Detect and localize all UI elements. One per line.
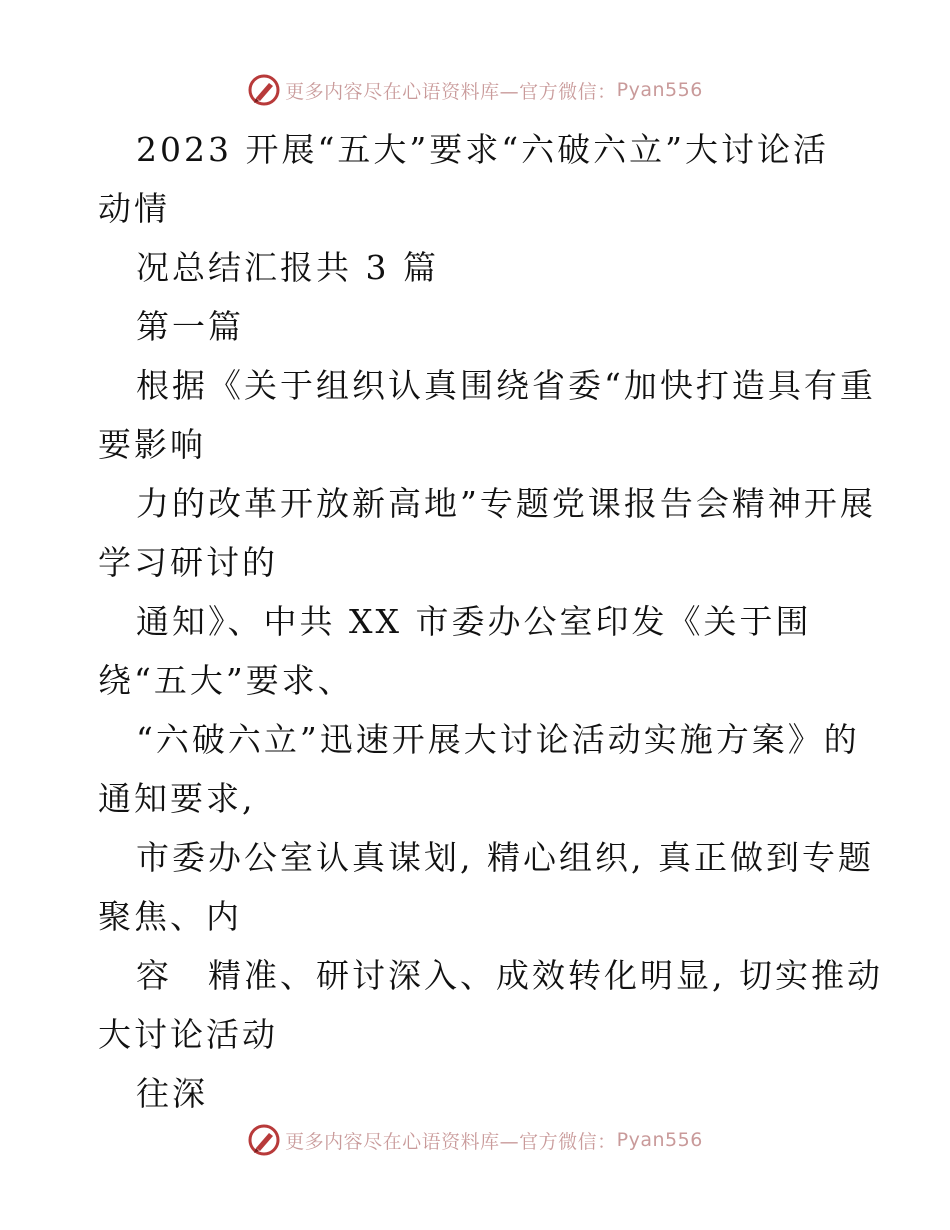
pen-logo-icon — [247, 73, 281, 107]
title-line: 2023 开展“五大”要求“六破六立”大讨论活 — [136, 130, 829, 169]
document-body — [98, 120, 883, 1123]
watermark-text: 更多内容尽在心语资料库—官方微信： — [285, 1130, 617, 1153]
paragraph-line: 力的改革开放新高地”专题党课报告会精神开展 — [136, 484, 876, 523]
title-line: 动情 — [98, 189, 170, 228]
paragraph-line: 要影响 — [98, 425, 206, 464]
footer-watermark — [0, 1120, 950, 1160]
paragraph-line: 聚焦、内 — [98, 897, 242, 936]
subtitle-line: 况总结汇报共 3 篇 — [136, 248, 439, 287]
paragraph-line: “六破六立”迅速开展大讨论活动实施方案》的 — [136, 720, 860, 759]
paragraph-line: 根据《关于组织认真围绕省委“加快打造具有重 — [136, 366, 876, 405]
watermark-wechat-id: Pyan556 — [616, 1129, 703, 1151]
watermark-wechat-id: Pyan556 — [616, 79, 703, 101]
paragraph-line: 容 精准、研讨深入、成效转化明显, 切实推动 — [136, 956, 883, 995]
paragraph-line: 通知要求, — [98, 779, 256, 818]
pen-logo-icon — [247, 1123, 281, 1157]
section-heading: 第一篇 — [136, 307, 244, 346]
watermark-text: 更多内容尽在心语资料库—官方微信： — [285, 80, 617, 103]
paragraph-line: 通知》、中共 XX 市委办公室印发《关于围 — [136, 602, 812, 641]
paragraph-line: 市委办公室认真谋划, 精心组织, 真正做到专题 — [136, 838, 874, 877]
header-watermark — [0, 70, 950, 110]
paragraph-line: 往深 — [136, 1074, 208, 1113]
paragraph-line: 绕“五大”要求、 — [98, 661, 354, 700]
paragraph-line: 学习研讨的 — [98, 543, 278, 582]
paragraph-line: 大讨论活动 — [98, 1015, 278, 1054]
